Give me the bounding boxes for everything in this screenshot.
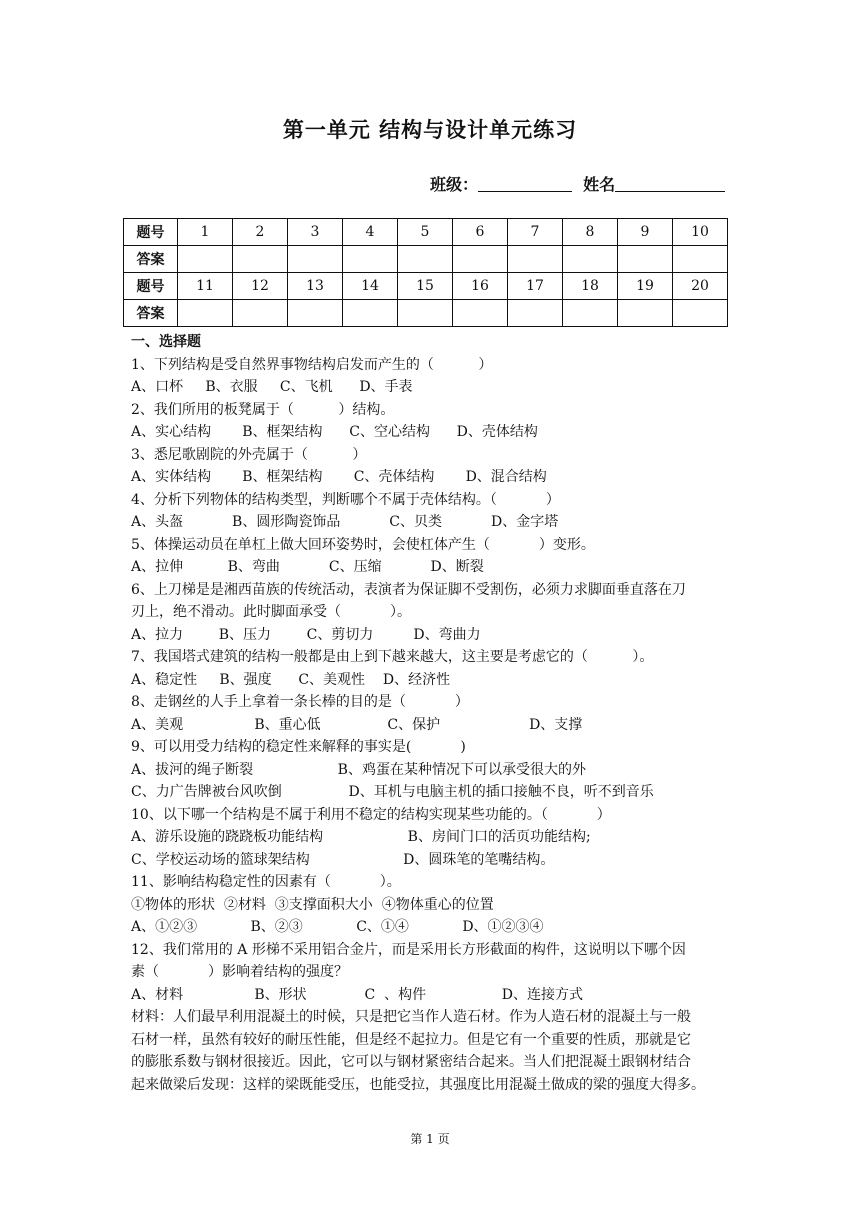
- question-number: 20: [673, 273, 728, 300]
- text-line: 12、我们常用的 A 形梯不采用铝合金片，而是采用长方形截面的构件，这说明以下哪个因: [131, 941, 686, 958]
- answer-cell[interactable]: [233, 246, 288, 273]
- text-line: 刃上，绝不滑动。此时脚面承受（ ）。: [131, 604, 411, 620]
- answer-cell[interactable]: [673, 300, 728, 327]
- question-number: 11: [178, 273, 233, 300]
- answer-cell[interactable]: [288, 246, 343, 273]
- text-line: 1、下列结构是受自然界事物结构启发而产生的（ ）: [131, 356, 493, 373]
- answer-cell[interactable]: [398, 300, 453, 327]
- name-label: 姓名: [583, 175, 616, 194]
- text-line: 素（ ）影响着结构的强度？: [131, 964, 348, 980]
- text-line: 10、以下哪一个结构是不属于利用不稳定的结构实现某些功能的。（ ）: [131, 806, 611, 823]
- text-line: 的膨胀系数与钢材很接近。因此，它可以与钢材紧密结合起来。当人们把混凝土跟钢材结合: [131, 1054, 691, 1070]
- table-row: [124, 300, 728, 327]
- text-line: 3、悉尼歌剧院的外壳属于（ ）: [131, 446, 367, 463]
- answer-cell[interactable]: [508, 300, 563, 327]
- answer-cell[interactable]: [563, 300, 618, 327]
- answer-cell[interactable]: [508, 246, 563, 273]
- question-number: 17: [508, 273, 563, 300]
- row-label: 题号: [124, 219, 178, 246]
- section-heading: 一、选择题: [131, 334, 201, 350]
- text-line: A、头盔 B、圆形陶瓷饰品 C、贝类 D、金字塔: [131, 514, 559, 530]
- class-name-line: [430, 172, 725, 195]
- question-number: 5: [398, 219, 453, 246]
- text-line: 7、我国塔式建筑的结构一般都是由上到下越来越大，这主要是考虑它的（ ）。: [131, 649, 654, 665]
- question-number: 4: [343, 219, 398, 246]
- text-line: 5、体操运动员在单杠上做大回环姿势时，会使杠体产生（ ）变形。: [131, 536, 595, 553]
- text-line: A、游乐设施的跷跷板功能结构 B、房间门口的活页功能结构;: [131, 829, 591, 845]
- text-line: A、稳定性 B、强度 C、美观性 D、经济性: [131, 671, 451, 688]
- question-number: 1: [178, 219, 233, 246]
- row-label: 题号: [124, 273, 178, 300]
- page-number: 第 1 页: [410, 1132, 450, 1146]
- text-line: A、拉伸 B、弯曲 C、压缩 D、断裂: [131, 559, 484, 575]
- text-line: A、美观 B、重心低 C、保护 D、支撑: [131, 716, 583, 733]
- answer-cell[interactable]: [618, 300, 673, 327]
- answer-cell[interactable]: [453, 300, 508, 327]
- answer-cell[interactable]: [288, 300, 343, 327]
- text-line: C、力广告牌被台风吹倒 D、耳机与电脑主机的插口接触不良，听不到音乐: [131, 784, 654, 800]
- text-line: 4、分析下列物体的结构类型，判断哪个不属于壳体结构。（ ）: [131, 491, 560, 508]
- question-number: 14: [343, 273, 398, 300]
- question-number: 19: [618, 273, 673, 300]
- question-number: 18: [563, 273, 618, 300]
- question-number: 12: [233, 273, 288, 300]
- text-line: A、拔河的绳子断裂 B、鸡蛋在某种情况下可以承受很大的外: [131, 761, 586, 778]
- class-blank: [478, 175, 572, 192]
- question-number: 3: [288, 219, 343, 246]
- text-line: 8、走钢丝的人手上拿着一条长棒的目的是（ ）: [131, 694, 469, 710]
- answer-cell[interactable]: [453, 246, 508, 273]
- text-line: A、①②③ B、②③ C、①④ D、①②③④: [131, 919, 544, 935]
- row-label: 答案: [124, 300, 178, 327]
- page-title: 第一单元 结构与设计单元练习: [282, 117, 578, 142]
- answer-cell[interactable]: [563, 246, 618, 273]
- question-number: 8: [563, 219, 618, 246]
- text-line: A、拉力 B、压力 C、剪切力 D、弯曲力: [131, 626, 481, 643]
- table-row: [124, 246, 728, 273]
- answer-cell[interactable]: [398, 246, 453, 273]
- text-line: 9、可以用受力结构的稳定性来解释的事实是( ): [131, 739, 466, 755]
- text-line: A、口杯 B、衣服 C、飞机 D、手表: [131, 379, 413, 395]
- answer-cell[interactable]: [233, 300, 288, 327]
- question-number: 16: [453, 273, 508, 300]
- text-line: A、材料 B、形状 C 、构件 D、连接方式: [131, 986, 583, 1003]
- text-line: A、实体结构 B、框架结构 C、壳体结构 D、混合结构: [131, 469, 547, 485]
- question-number: 9: [618, 219, 673, 246]
- text-line: C、学校运动场的篮球架结构 D、圆珠笔的笔嘴结构。: [131, 851, 555, 868]
- answer-cell[interactable]: [673, 246, 728, 273]
- question-number: 7: [508, 219, 563, 246]
- question-number: 10: [673, 219, 728, 246]
- answer-cell[interactable]: [178, 300, 233, 327]
- answer-cell[interactable]: [178, 246, 233, 273]
- table-row: [124, 219, 728, 246]
- question-body: [131, 331, 739, 1096]
- question-number: 2: [233, 219, 288, 246]
- text-line: ①物体的形状 ②材料 ③支撑面积大小 ④物体重心的位置: [131, 896, 494, 913]
- text-line: 石材一样，虽然有较好的耐压性能，但是经不起拉力。但是它有一个重要的性质，那就是它: [131, 1031, 691, 1048]
- text-line: 起来做梁后发现：这样的梁既能受压，也能受拉，其强度比用混凝土做成的梁的强度大得多。: [131, 1076, 705, 1093]
- question-number: 15: [398, 273, 453, 300]
- name-blank: [615, 175, 725, 192]
- question-number: 6: [453, 219, 508, 246]
- table-row: [124, 273, 728, 300]
- text-line: 6、上刀梯是是湘西苗族的传统活动，表演者为保证脚不受割伤，必须力求脚面垂直落在刀: [131, 581, 686, 598]
- row-label: 答案: [124, 246, 178, 273]
- text-line: 2、我们所用的板凳属于（ ）结构。: [131, 401, 395, 418]
- text-line: 材料：人们最早利用混凝土的时候，只是把它当作人造石材。作为人造石材的混凝土与一般: [131, 1009, 691, 1025]
- text-line: A、实心结构 B、框架结构 C、空心结构 D、壳体结构: [131, 424, 538, 440]
- answer-cell[interactable]: [343, 246, 398, 273]
- class-label: 班级：: [430, 175, 479, 194]
- text-line: 11、影响结构稳定性的因素有（ ）。: [131, 874, 401, 890]
- answer-table: [123, 218, 728, 327]
- question-number: 13: [288, 273, 343, 300]
- answer-cell[interactable]: [343, 300, 398, 327]
- answer-cell[interactable]: [618, 246, 673, 273]
